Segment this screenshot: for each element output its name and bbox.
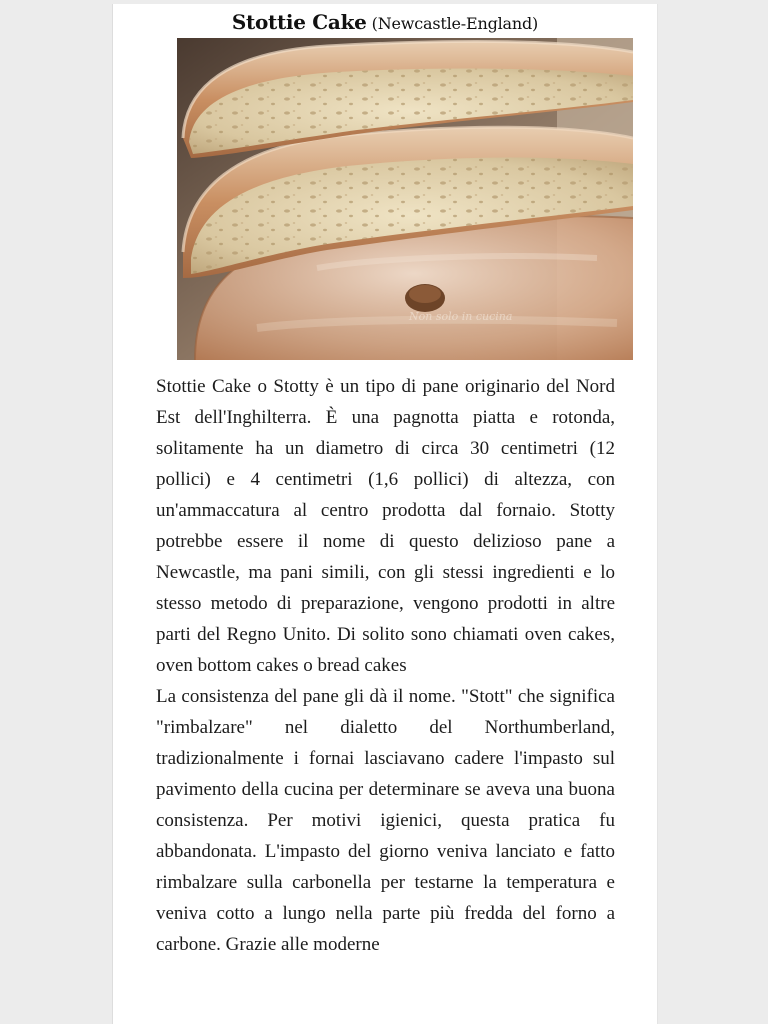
bread-illustration [177,38,633,360]
article-title: Stottie Cake [231,10,367,34]
paragraph-intro: Stottie Cake o Stotty è un tipo di pane originario del Nord Est dell'Inghilterra. È una pagnotta piatta e rotonda, solitamente ha un diametro di circa 30 centimetri (12 pollici) e 4 centimetri (1,6 pollici) di altezza, con un'ammaccatura al centro prodotta dal fornaio. Stotty potrebbe essere il nome di questo delizioso pane a Newcastle, ma pani simili, con gli stessi ingredienti e lo stesso metodo di preparazione, vengono prodotti in altre parti del Regno Unito. Di solito sono chiamati oven cakes, oven bottom cakes o bread cakes [156,376,615,676]
article-page [112,4,658,1024]
article-subtitle: (Newcastle-England) [371,14,539,33]
stottie-cake-photo [177,38,633,360]
article-heading [113,8,657,38]
article-body [156,371,615,960]
photo-watermark: Non solo in cucina [409,310,513,323]
paragraph-history: La consistenza del pane gli dà il nome. "Stott" che significa "rimbalzare" nel dialetto del Northumberland, tradizionalmente i fornai lasciavano cadere l'impasto sul pavimento della cucina per determinare se aveva una buona consistenza. Per motivi igienici, questa pratica fu abbandonata. L'impasto del giorno veniva lanciato e fatto rimbalzare sulla carbonella per testarne la temperatura e veniva cotto a lungo nella parte più fredda del forno a carbone. Grazie alle moderne [156,686,615,955]
